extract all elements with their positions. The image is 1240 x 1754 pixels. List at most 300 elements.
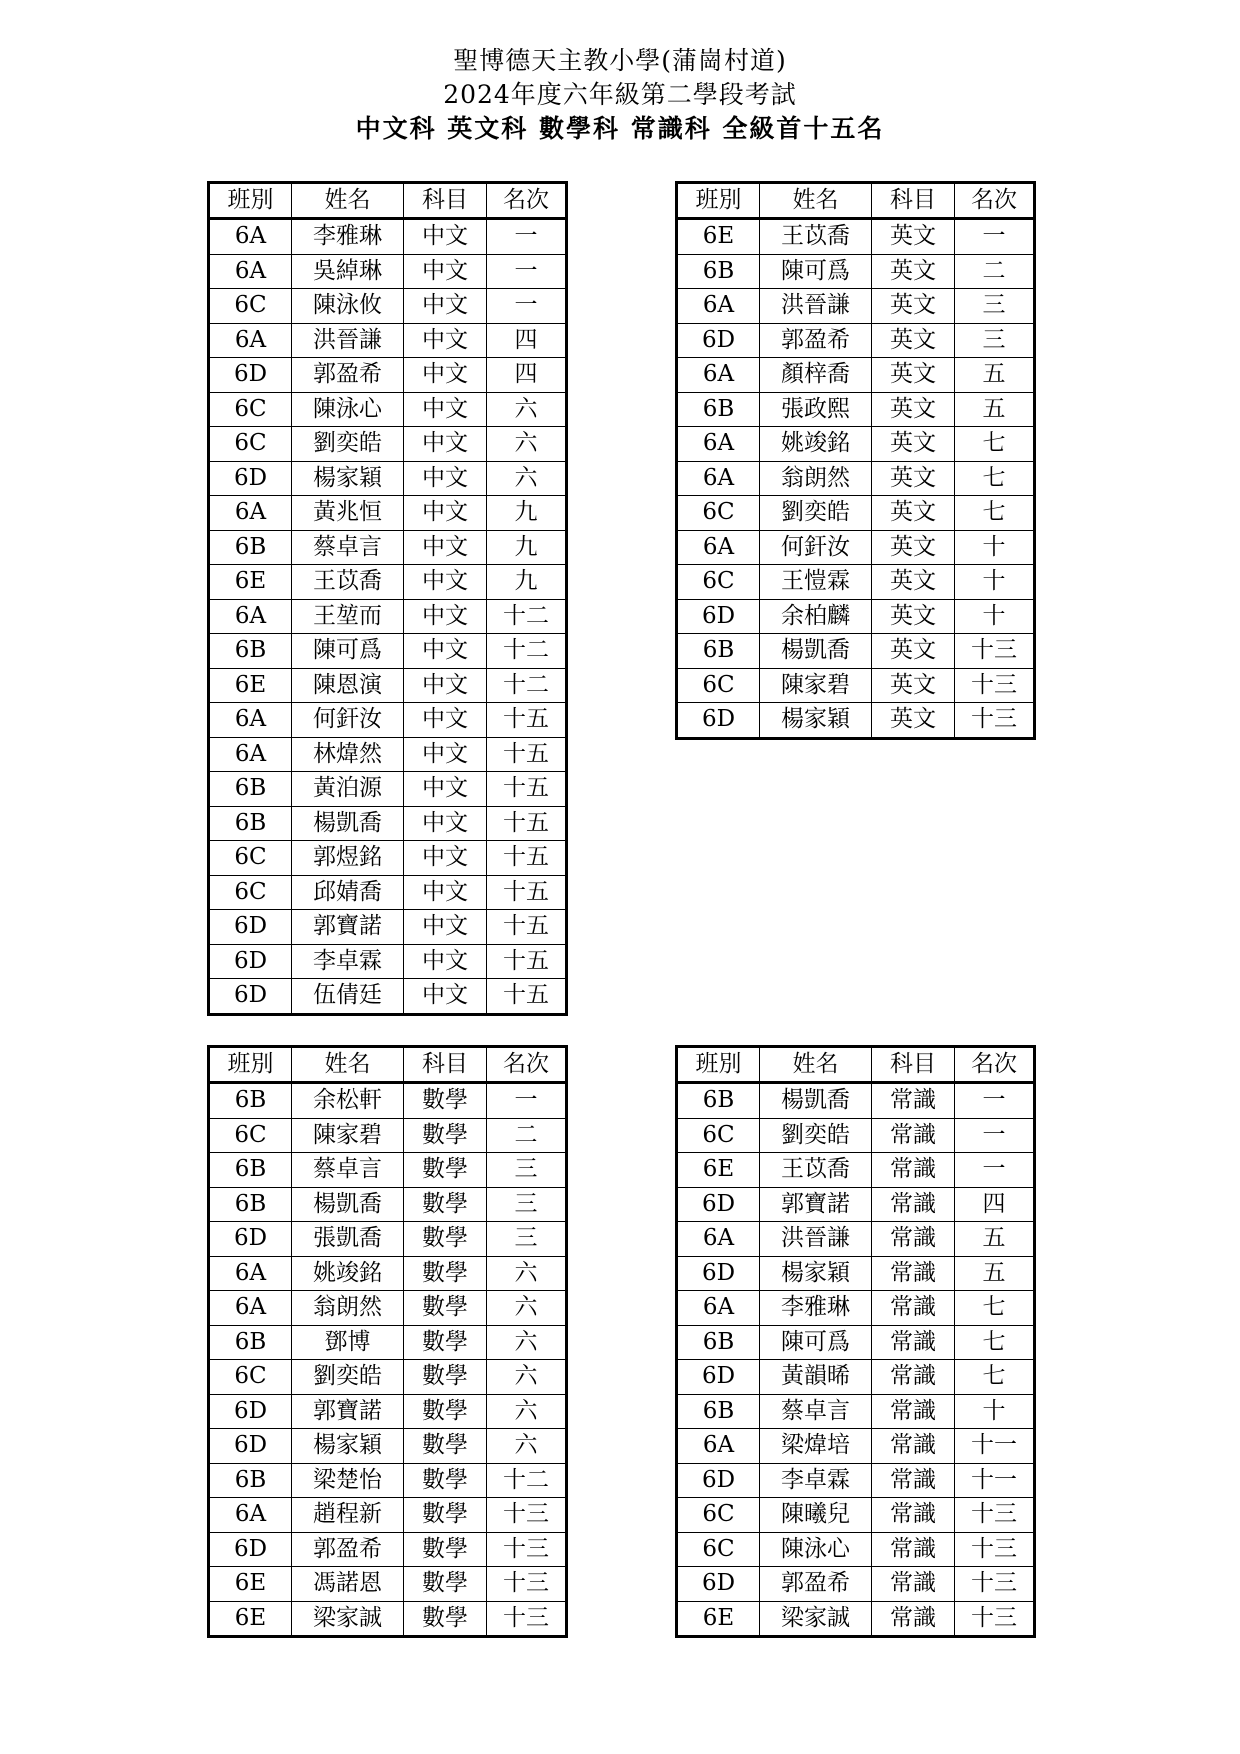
header-class: 班別 xyxy=(209,1047,292,1083)
table-row xyxy=(209,496,567,531)
table-row xyxy=(677,1153,1035,1188)
cell-rank: 十五 xyxy=(487,772,567,807)
cell-subject: 中文 xyxy=(404,392,487,427)
cell-class: 6B xyxy=(209,530,292,565)
cell-rank: 四 xyxy=(487,323,567,358)
cell-class: 6B xyxy=(209,806,292,841)
cell-class: 6D xyxy=(209,461,292,496)
cell-subject: 數學 xyxy=(404,1256,487,1291)
cell-name: 翁朗然 xyxy=(760,461,872,496)
table-row xyxy=(677,1532,1035,1567)
cell-class: 6B xyxy=(209,772,292,807)
cell-class: 6B xyxy=(209,1187,292,1222)
cell-subject: 數學 xyxy=(404,1083,487,1119)
cell-class: 6D xyxy=(677,1256,760,1291)
cell-rank: 五 xyxy=(955,1222,1035,1257)
table-row xyxy=(677,1463,1035,1498)
cell-name: 梁家誠 xyxy=(760,1601,872,1637)
cell-subject: 數學 xyxy=(404,1601,487,1637)
cell-rank: 十三 xyxy=(487,1601,567,1637)
cell-subject: 常識 xyxy=(872,1532,955,1567)
table-row xyxy=(677,461,1035,496)
cell-class: 6D xyxy=(209,979,292,1015)
cell-subject: 英文 xyxy=(872,392,955,427)
cell-name: 蔡卓言 xyxy=(760,1394,872,1429)
cell-class: 6C xyxy=(209,289,292,324)
header-class: 班別 xyxy=(209,183,292,219)
cell-subject: 中文 xyxy=(404,703,487,738)
cell-name: 洪晉謙 xyxy=(292,323,404,358)
cell-rank: 十二 xyxy=(487,1463,567,1498)
cell-rank: 十二 xyxy=(487,668,567,703)
cell-rank: 十五 xyxy=(487,875,567,910)
cell-subject: 英文 xyxy=(872,496,955,531)
cell-class: 6A xyxy=(677,1291,760,1326)
table-row xyxy=(209,530,567,565)
cell-subject: 英文 xyxy=(872,565,955,600)
cell-class: 6A xyxy=(209,323,292,358)
cell-subject: 中文 xyxy=(404,668,487,703)
cell-rank: 三 xyxy=(487,1222,567,1257)
cell-class: 6A xyxy=(677,358,760,393)
cell-rank: 十五 xyxy=(487,703,567,738)
cell-subject: 中文 xyxy=(404,599,487,634)
cell-subject: 中文 xyxy=(404,910,487,945)
cell-subject: 英文 xyxy=(872,254,955,289)
cell-subject: 中文 xyxy=(404,530,487,565)
cell-name: 梁楚怡 xyxy=(292,1463,404,1498)
table-row xyxy=(209,668,567,703)
table-row xyxy=(209,737,567,772)
math-ranking-table xyxy=(207,1045,568,1638)
cell-name: 劉奕皓 xyxy=(292,427,404,462)
cell-rank: 五 xyxy=(955,358,1035,393)
cell-name: 梁家誠 xyxy=(292,1601,404,1637)
cell-subject: 英文 xyxy=(872,289,955,324)
cell-name: 陳泳心 xyxy=(292,392,404,427)
cell-class: 6B xyxy=(677,1394,760,1429)
header-subject: 科目 xyxy=(404,183,487,219)
header-name: 姓名 xyxy=(760,1047,872,1083)
cell-rank: 十三 xyxy=(955,668,1035,703)
cell-name: 翁朗然 xyxy=(292,1291,404,1326)
cell-class: 6C xyxy=(209,1360,292,1395)
cell-subject: 數學 xyxy=(404,1291,487,1326)
table-row xyxy=(209,1532,567,1567)
table-row xyxy=(209,1187,567,1222)
cell-rank: 一 xyxy=(487,1083,567,1119)
table-row xyxy=(677,668,1035,703)
cell-name: 楊家穎 xyxy=(760,703,872,739)
cell-rank: 十 xyxy=(955,1394,1035,1429)
header-name: 姓名 xyxy=(292,1047,404,1083)
cell-name: 陳恩演 xyxy=(292,668,404,703)
cell-rank: 十三 xyxy=(955,1532,1035,1567)
cell-class: 6D xyxy=(209,1394,292,1429)
table-row xyxy=(209,1222,567,1257)
header-class: 班別 xyxy=(677,183,760,219)
cell-subject: 中文 xyxy=(404,254,487,289)
cell-subject: 常識 xyxy=(872,1567,955,1602)
table-row xyxy=(209,219,567,255)
cell-name: 楊凱喬 xyxy=(760,634,872,669)
cell-class: 6B xyxy=(209,1083,292,1119)
cell-class: 6E xyxy=(677,1601,760,1637)
cell-class: 6D xyxy=(209,358,292,393)
cell-subject: 常識 xyxy=(872,1291,955,1326)
cell-name: 郭盈希 xyxy=(760,323,872,358)
cell-name: 趙程新 xyxy=(292,1498,404,1533)
cell-name: 顏梓喬 xyxy=(760,358,872,393)
cell-class: 6D xyxy=(677,1463,760,1498)
cell-class: 6B xyxy=(677,1083,760,1119)
table-row xyxy=(209,1394,567,1429)
cell-rank: 七 xyxy=(955,1325,1035,1360)
cell-rank: 六 xyxy=(487,427,567,462)
cell-class: 6E xyxy=(209,1601,292,1637)
cell-class: 6A xyxy=(677,1222,760,1257)
cell-rank: 六 xyxy=(487,1394,567,1429)
cell-name: 劉奕皓 xyxy=(760,496,872,531)
table-row xyxy=(677,1325,1035,1360)
table-row xyxy=(677,1291,1035,1326)
header-class: 班別 xyxy=(677,1047,760,1083)
cell-class: 6B xyxy=(677,1325,760,1360)
cell-subject: 數學 xyxy=(404,1498,487,1533)
cell-rank: 一 xyxy=(487,254,567,289)
cell-subject: 中文 xyxy=(404,944,487,979)
table-row xyxy=(209,289,567,324)
table-row xyxy=(209,703,567,738)
cell-class: 6C xyxy=(209,841,292,876)
table-row xyxy=(209,323,567,358)
cell-class: 6A xyxy=(677,1429,760,1464)
cell-name: 張政熙 xyxy=(760,392,872,427)
table-row xyxy=(209,461,567,496)
cell-subject: 數學 xyxy=(404,1567,487,1602)
cell-subject: 常識 xyxy=(872,1083,955,1119)
table-row xyxy=(209,254,567,289)
table-row xyxy=(209,1153,567,1188)
cell-name: 陳泳心 xyxy=(760,1532,872,1567)
table-row xyxy=(209,1498,567,1533)
cell-subject: 英文 xyxy=(872,219,955,255)
table-row xyxy=(209,1118,567,1153)
cell-rank: 十三 xyxy=(955,1601,1035,1637)
cell-class: 6D xyxy=(677,599,760,634)
cell-rank: 七 xyxy=(955,427,1035,462)
cell-subject: 常識 xyxy=(872,1463,955,1498)
cell-name: 王堃而 xyxy=(292,599,404,634)
cell-rank: 一 xyxy=(955,1153,1035,1188)
cell-rank: 七 xyxy=(955,496,1035,531)
cell-rank: 十 xyxy=(955,565,1035,600)
cell-subject: 數學 xyxy=(404,1325,487,1360)
cell-subject: 英文 xyxy=(872,323,955,358)
cell-subject: 常識 xyxy=(872,1394,955,1429)
cell-class: 6A xyxy=(677,461,760,496)
cell-name: 陳家碧 xyxy=(292,1118,404,1153)
cell-subject: 數學 xyxy=(404,1187,487,1222)
cell-rank: 十三 xyxy=(955,703,1035,739)
cell-subject: 英文 xyxy=(872,703,955,739)
cell-rank: 七 xyxy=(955,1291,1035,1326)
table-row xyxy=(209,565,567,600)
cell-subject: 常識 xyxy=(872,1601,955,1637)
cell-name: 姚竣銘 xyxy=(292,1256,404,1291)
table-row xyxy=(677,496,1035,531)
table-row xyxy=(677,1567,1035,1602)
cell-class: 6D xyxy=(209,944,292,979)
cell-rank: 三 xyxy=(487,1153,567,1188)
cell-subject: 中文 xyxy=(404,461,487,496)
cell-subject: 英文 xyxy=(872,530,955,565)
table-row xyxy=(677,530,1035,565)
cell-rank: 十二 xyxy=(487,634,567,669)
cell-name: 陳曦兒 xyxy=(760,1498,872,1533)
cell-class: 6C xyxy=(209,1118,292,1153)
cell-name: 馮諾恩 xyxy=(292,1567,404,1602)
header-rank: 名次 xyxy=(955,1047,1035,1083)
cell-name: 楊凱喬 xyxy=(760,1083,872,1119)
cell-subject: 中文 xyxy=(404,565,487,600)
table-row xyxy=(677,1360,1035,1395)
table-row xyxy=(209,358,567,393)
table-row xyxy=(209,910,567,945)
cell-subject: 數學 xyxy=(404,1429,487,1464)
cell-class: 6A xyxy=(209,737,292,772)
table-row xyxy=(209,806,567,841)
cell-name: 吳綽琳 xyxy=(292,254,404,289)
cell-class: 6E xyxy=(677,219,760,255)
document-header xyxy=(0,44,1240,146)
table-row xyxy=(677,289,1035,324)
cell-subject: 中文 xyxy=(404,634,487,669)
cell-rank: 六 xyxy=(487,1291,567,1326)
table-row xyxy=(209,1256,567,1291)
cell-subject: 數學 xyxy=(404,1532,487,1567)
cell-name: 楊凱喬 xyxy=(292,806,404,841)
table-row xyxy=(209,634,567,669)
cell-name: 余松軒 xyxy=(292,1083,404,1119)
cell-rank: 六 xyxy=(487,1360,567,1395)
cell-subject: 數學 xyxy=(404,1463,487,1498)
header-name: 姓名 xyxy=(292,183,404,219)
cell-class: 6D xyxy=(677,703,760,739)
cell-rank: 一 xyxy=(487,289,567,324)
cell-rank: 九 xyxy=(487,496,567,531)
cell-class: 6D xyxy=(209,910,292,945)
cell-class: 6B xyxy=(677,392,760,427)
cell-name: 黃泊源 xyxy=(292,772,404,807)
table-row xyxy=(209,944,567,979)
cell-rank: 十五 xyxy=(487,737,567,772)
cell-name: 劉奕皓 xyxy=(292,1360,404,1395)
cell-name: 何釬汝 xyxy=(760,530,872,565)
cell-subject: 常識 xyxy=(872,1498,955,1533)
cell-class: 6D xyxy=(677,1567,760,1602)
cell-rank: 二 xyxy=(955,254,1035,289)
cell-name: 洪晉謙 xyxy=(760,1222,872,1257)
table-row xyxy=(677,392,1035,427)
cell-rank: 四 xyxy=(487,358,567,393)
cell-rank: 九 xyxy=(487,565,567,600)
table-row xyxy=(677,1256,1035,1291)
cell-rank: 六 xyxy=(487,1256,567,1291)
header-subject: 科目 xyxy=(872,1047,955,1083)
cell-class: 6D xyxy=(209,1222,292,1257)
cell-class: 6C xyxy=(677,496,760,531)
cell-class: 6A xyxy=(677,289,760,324)
cell-name: 陳可爲 xyxy=(292,634,404,669)
cell-class: 6B xyxy=(209,1153,292,1188)
cell-rank: 一 xyxy=(955,219,1035,255)
cell-rank: 十二 xyxy=(487,599,567,634)
cell-subject: 英文 xyxy=(872,427,955,462)
cell-class: 6D xyxy=(677,1360,760,1395)
cell-name: 陳家碧 xyxy=(760,668,872,703)
table-row xyxy=(677,427,1035,462)
cell-class: 6A xyxy=(209,496,292,531)
cell-name: 姚竣銘 xyxy=(760,427,872,462)
cell-class: 6B xyxy=(677,634,760,669)
table-row xyxy=(209,1601,567,1637)
cell-subject: 常識 xyxy=(872,1325,955,1360)
cell-rank: 一 xyxy=(955,1118,1035,1153)
cell-rank: 二 xyxy=(487,1118,567,1153)
cell-name: 何釬汝 xyxy=(292,703,404,738)
cell-rank: 十五 xyxy=(487,806,567,841)
cell-class: 6A xyxy=(209,1498,292,1533)
header-rank: 名次 xyxy=(487,183,567,219)
table-row xyxy=(209,427,567,462)
cell-name: 洪晉謙 xyxy=(760,289,872,324)
cell-class: 6B xyxy=(209,1463,292,1498)
cell-subject: 常識 xyxy=(872,1153,955,1188)
cell-class: 6C xyxy=(677,1532,760,1567)
cell-name: 郭寶諾 xyxy=(292,1394,404,1429)
cell-subject: 中文 xyxy=(404,806,487,841)
cell-name: 張凱喬 xyxy=(292,1222,404,1257)
cell-subject: 中文 xyxy=(404,875,487,910)
cell-name: 李卓霖 xyxy=(760,1463,872,1498)
cell-name: 郭寶諾 xyxy=(760,1187,872,1222)
cell-name: 楊家穎 xyxy=(760,1256,872,1291)
cell-class: 6A xyxy=(209,219,292,255)
cell-rank: 十五 xyxy=(487,979,567,1015)
cell-name: 王苡喬 xyxy=(760,219,872,255)
cell-subject: 中文 xyxy=(404,737,487,772)
cell-name: 郭盈希 xyxy=(292,1532,404,1567)
cell-name: 梁煒培 xyxy=(760,1429,872,1464)
cell-subject: 數學 xyxy=(404,1118,487,1153)
cell-name: 郭煜銘 xyxy=(292,841,404,876)
cell-rank: 十三 xyxy=(955,1567,1035,1602)
table-row xyxy=(209,841,567,876)
cell-rank: 十五 xyxy=(487,841,567,876)
cell-name: 李雅琳 xyxy=(760,1291,872,1326)
table-row xyxy=(209,1291,567,1326)
school-name: 聖博德天主教小學(蒲崗村道) xyxy=(453,46,787,75)
cell-rank: 十 xyxy=(955,599,1035,634)
cell-subject: 常識 xyxy=(872,1256,955,1291)
table-row xyxy=(677,1601,1035,1637)
cell-name: 陳泳攸 xyxy=(292,289,404,324)
cell-rank: 四 xyxy=(955,1187,1035,1222)
cell-name: 鄧博 xyxy=(292,1325,404,1360)
cell-subject: 英文 xyxy=(872,461,955,496)
cell-subject: 常識 xyxy=(872,1429,955,1464)
cell-rank: 六 xyxy=(487,1325,567,1360)
cell-subject: 常識 xyxy=(872,1360,955,1395)
cell-subject: 常識 xyxy=(872,1187,955,1222)
cell-rank: 三 xyxy=(955,323,1035,358)
cell-name: 蔡卓言 xyxy=(292,530,404,565)
cell-name: 林煒然 xyxy=(292,737,404,772)
cell-subject: 數學 xyxy=(404,1153,487,1188)
cell-class: 6A xyxy=(209,1256,292,1291)
cell-subject: 英文 xyxy=(872,668,955,703)
cell-subject: 常識 xyxy=(872,1118,955,1153)
cell-name: 王苡喬 xyxy=(760,1153,872,1188)
table-row xyxy=(677,1498,1035,1533)
cell-class: 6A xyxy=(209,599,292,634)
cell-class: 6A xyxy=(677,427,760,462)
cell-subject: 中文 xyxy=(404,427,487,462)
table-row xyxy=(209,1325,567,1360)
cell-subject: 數學 xyxy=(404,1360,487,1395)
table-row xyxy=(209,1360,567,1395)
cell-class: 6A xyxy=(677,530,760,565)
cell-subject: 英文 xyxy=(872,599,955,634)
cell-rank: 七 xyxy=(955,461,1035,496)
cell-class: 6E xyxy=(209,565,292,600)
header-rank: 名次 xyxy=(955,183,1035,219)
table-row xyxy=(677,219,1035,255)
cell-rank: 十三 xyxy=(955,634,1035,669)
cell-subject: 中文 xyxy=(404,979,487,1015)
cell-class: 6C xyxy=(677,668,760,703)
table-row xyxy=(677,565,1035,600)
cell-name: 伍倩廷 xyxy=(292,979,404,1015)
header-name: 姓名 xyxy=(760,183,872,219)
cell-class: 6C xyxy=(209,392,292,427)
cell-rank: 十一 xyxy=(955,1429,1035,1464)
cell-class: 6B xyxy=(677,254,760,289)
cell-rank: 七 xyxy=(955,1360,1035,1395)
table-row xyxy=(677,358,1035,393)
cell-class: 6D xyxy=(677,1187,760,1222)
table-row xyxy=(209,1429,567,1464)
cell-class: 6B xyxy=(209,634,292,669)
cell-name: 余柏麟 xyxy=(760,599,872,634)
table-row xyxy=(677,1429,1035,1464)
cell-class: 6A xyxy=(209,1291,292,1326)
cell-rank: 十一 xyxy=(955,1463,1035,1498)
cell-class: 6E xyxy=(209,1567,292,1602)
header-subject: 科目 xyxy=(404,1047,487,1083)
cell-subject: 數學 xyxy=(404,1394,487,1429)
cell-name: 陳可爲 xyxy=(760,1325,872,1360)
table-row xyxy=(677,1394,1035,1429)
cell-rank: 九 xyxy=(487,530,567,565)
cell-rank: 十 xyxy=(955,530,1035,565)
cell-class: 6C xyxy=(677,1118,760,1153)
cell-class: 6D xyxy=(209,1532,292,1567)
cell-name: 蔡卓言 xyxy=(292,1153,404,1188)
cell-class: 6A xyxy=(209,703,292,738)
table-row xyxy=(677,1083,1035,1119)
